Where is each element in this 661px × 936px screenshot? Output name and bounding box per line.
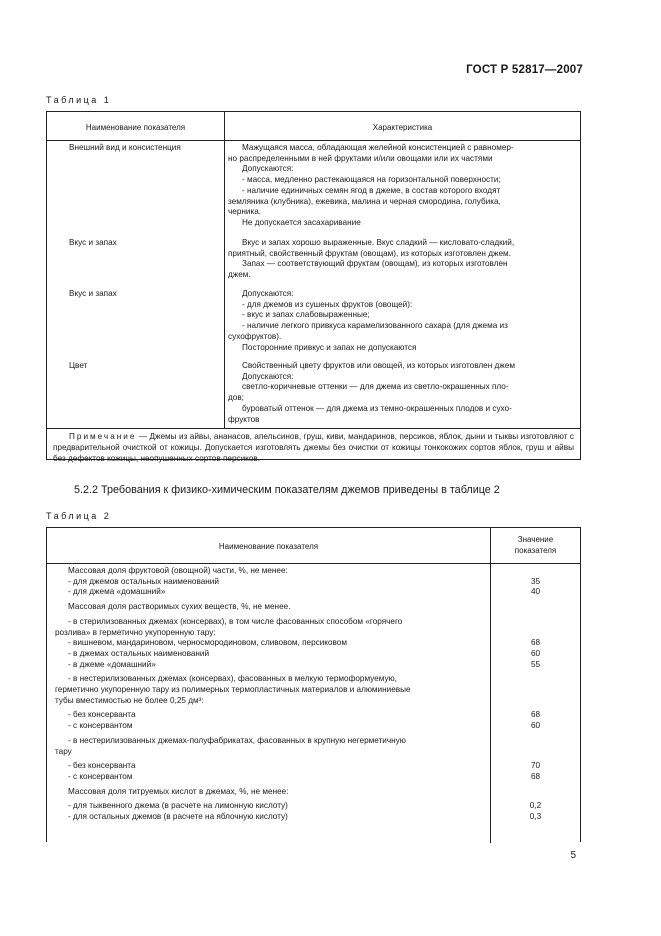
table2-value: 0,2: [529, 801, 542, 811]
table2-row: - в стерилизованных джемах (консервах), в том числе фасованных способом «горячего: [68, 616, 403, 626]
table2-row: - в нестерилизованных джемах (консервах), фасованных в мелкую термоформуемую,: [68, 674, 397, 684]
table2-row: - в нестерилизованных джемах-полуфабрикатах, фасованных в крупную негерметичную: [68, 735, 406, 745]
table2-value: 60: [530, 720, 541, 730]
table2-value: 0,3: [529, 811, 542, 821]
table2-row: - в джеме «домашний»: [68, 659, 156, 669]
table1-row-characteristic: Вкус и запах хорошо выраженные. Вкус сладкий — кисловато-сладкий, приятный, свойственный фруктам (овощам), из которых изготовлен джем. Запах — соответствующий фруктам (овощам), из которых изготовлен джем.: [228, 238, 515, 280]
table1-row-characteristic: Допускаются: - для джемов из сушеных фруктов (овощей): - вкус и запах слабовыраженные; - наличие легкого привкуса карамелизованного сахара (для джема из сухофруктов). Посторонние привкус и запах не допускаются: [228, 289, 508, 352]
table2-value: [491, 746, 580, 757]
table2-row: Массовая доля растворимых сухих веществ, %, не менее.: [68, 602, 291, 612]
table2-value: 68: [530, 710, 541, 720]
table2-row: - вишневом, мандариновом, черносмородиновом, сливовом, персиковом: [68, 638, 347, 648]
table2-value: [491, 617, 580, 628]
table1-row-name: Вкус и запах: [69, 289, 117, 298]
table2-value: [491, 696, 580, 707]
table2-label: Таблица 2: [46, 511, 112, 521]
table2-row: - с консервантом: [68, 771, 133, 781]
table2-value: [491, 602, 580, 613]
table2-row: Массовая доля фруктовой (овощной) части, %, не менее:: [68, 566, 288, 575]
table2-row: - без консерванта: [68, 710, 136, 720]
table1-note: Примечание — Джемы из айвы, ананасов, апельсинов, груш, киви, мандаринов, персиков, яблок, дыни и тыквы изготовляют с предварительной очисткой от кожицы. Допускается изготовлять джемы без очистки от кожицы тонкокожих сортов яблок, груш и айвы без дефектов кожицы, неопушенных сортов персиков.: [53, 432, 574, 463]
table2-row: тару: [55, 746, 72, 756]
table2-row: - для джемов остальных наименований: [68, 576, 219, 586]
table1-row-name: Вкус и запах: [69, 238, 117, 247]
table2-row: - для джема «домашний»: [68, 587, 166, 597]
table2-col1-header: Наименование показателя: [218, 542, 319, 551]
table2-value: 40: [530, 587, 541, 597]
table2-row: тубы вместимостью не более 0,25 дм³:: [55, 695, 204, 705]
table1-col1-header: Наименование показателя: [85, 123, 186, 132]
table2-row: - с консервантом: [68, 721, 133, 731]
table2-row: - для остальных джемов (в расчете на яблочную кислоту): [68, 812, 288, 822]
table2-indicators: [55, 566, 485, 823]
table2-value: [491, 627, 580, 638]
table1-row-characteristic: Мажущаяся масса, обладающая желейной консистенцией с равномер- но распределенными в ней фруктами и/или овощами или их частями Допускаются: - масса, медленно растекающаяся на горизонтальной поверхности; - наличие единичных семян ягод в джеме, в состав которого входят земляника (клубника), ежевика, малина и черная смородина, голубика, черника. Не допускается засахаривание: [228, 143, 514, 227]
table2-value: 35: [530, 576, 541, 586]
table1-row-name: Цвет: [69, 361, 88, 370]
table1: [46, 111, 581, 463]
table2-row: - без консерванта: [68, 761, 136, 771]
table2-value: [491, 786, 580, 797]
table2-row: герметично укупоренную тару из полимерных термопластичных материалов и алюминиевые: [55, 685, 411, 695]
table2-row: - для тыквенного джема (в расчете на лимонную кислоту): [68, 801, 288, 811]
table2-value: 55: [530, 659, 541, 669]
table2-value: [491, 736, 580, 747]
table2-values: [491, 566, 580, 822]
table2-col2-header: Значение показателя: [514, 535, 557, 555]
table1-col2-header: Характеристика: [372, 123, 433, 132]
table2-value: [491, 566, 580, 577]
standard-number: ГОСТ Р 52817—2007: [466, 64, 583, 76]
table2-value: 68: [530, 638, 541, 648]
table2-row: - в джемах остальных наименований: [68, 648, 210, 658]
table1-row-characteristic: Свойственный цвету фруктов или овощей, из которых изготовлен джем Допускаются: светло-коричневые оттенки — для джема из светло-окрашенных пло- дов; буроватый оттенок — для джема из темно-окрашенных плодов и сухо- фруктов: [228, 361, 515, 424]
section-heading: 5.2.2 Требования к физико-химическим показателям джемов приведены в таблице 2: [74, 484, 500, 496]
table2-row: Массовая доля титруемых кислот в джемах, %, не менее:: [68, 786, 289, 796]
table2-value: 70: [530, 761, 541, 770]
table2-value: [491, 685, 580, 696]
table2: [46, 527, 581, 842]
table2-value: [491, 674, 580, 685]
table1-label: Таблица 1: [46, 95, 112, 105]
table2-value: 60: [530, 648, 541, 658]
table1-row-name: Внешний вид и консистенция: [69, 143, 181, 152]
table2-row: розлива» в герметично укупоренную тару:: [55, 627, 216, 637]
table2-value: 68: [530, 771, 541, 781]
page-number: 5: [570, 850, 576, 861]
